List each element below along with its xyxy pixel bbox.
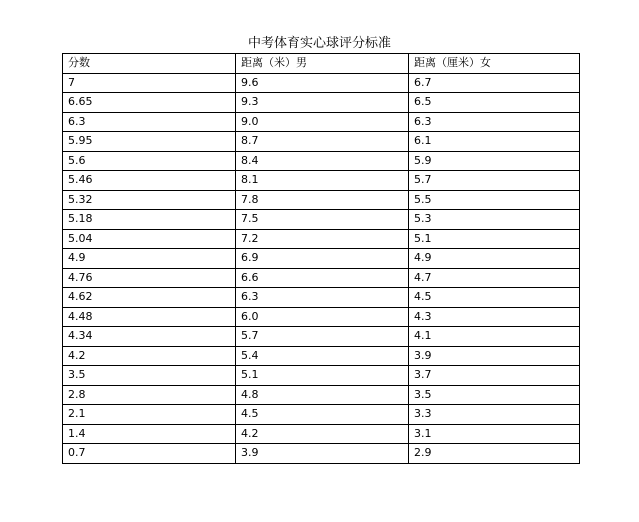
table-row: [63, 424, 580, 444]
male-distance-cell: 6.6: [236, 268, 409, 288]
female-distance-cell: 3.5: [409, 385, 580, 405]
male-distance-cell: 4.8: [236, 385, 409, 405]
male-distance-cell: 7.8: [236, 190, 409, 210]
score-cell: 1.4: [63, 424, 236, 444]
female-distance-cell: 6.5: [409, 93, 580, 113]
score-cell: 6.3: [63, 112, 236, 132]
female-distance-cell: 5.1: [409, 229, 580, 249]
female-distance-cell: 3.1: [409, 424, 580, 444]
score-table: [62, 53, 580, 464]
female-distance-cell: 4.7: [409, 268, 580, 288]
table-row: [63, 151, 580, 171]
score-cell: 5.18: [63, 210, 236, 230]
male-distance-cell: 6.0: [236, 307, 409, 327]
female-distance-cell: 5.3: [409, 210, 580, 230]
male-distance-cell: 9.0: [236, 112, 409, 132]
score-cell: 4.62: [63, 288, 236, 308]
male-distance-cell: 5.4: [236, 346, 409, 366]
score-cell: 6.65: [63, 93, 236, 113]
table-row: [63, 444, 580, 464]
male-distance-cell: 8.7: [236, 132, 409, 152]
male-distance-cell: 5.1: [236, 366, 409, 386]
header-row: [63, 54, 580, 74]
table-row: [63, 288, 580, 308]
score-cell: 5.32: [63, 190, 236, 210]
table-row: [63, 366, 580, 386]
female-distance-cell: 2.9: [409, 444, 580, 464]
female-distance-cell: 4.1: [409, 327, 580, 347]
female-distance-cell: 4.5: [409, 288, 580, 308]
score-cell: 5.04: [63, 229, 236, 249]
table-row: [63, 385, 580, 405]
header-female-distance: 距离（厘米）女: [409, 54, 580, 74]
score-cell: 4.2: [63, 346, 236, 366]
table-row: [63, 307, 580, 327]
male-distance-cell: 4.2: [236, 424, 409, 444]
score-cell: 2.8: [63, 385, 236, 405]
female-distance-cell: 5.9: [409, 151, 580, 171]
male-distance-cell: 7.2: [236, 229, 409, 249]
male-distance-cell: 5.7: [236, 327, 409, 347]
table-row: [63, 249, 580, 269]
score-cell: 2.1: [63, 405, 236, 425]
female-distance-cell: 3.7: [409, 366, 580, 386]
table-row: [63, 132, 580, 152]
score-cell: 5.95: [63, 132, 236, 152]
male-distance-cell: 3.9: [236, 444, 409, 464]
table-row: [63, 112, 580, 132]
female-distance-cell: 3.3: [409, 405, 580, 425]
male-distance-cell: 8.1: [236, 171, 409, 191]
table-row: [63, 229, 580, 249]
table-row: [63, 268, 580, 288]
header-male-distance: 距离（米）男: [236, 54, 409, 74]
female-distance-cell: 6.1: [409, 132, 580, 152]
score-cell: 4.9: [63, 249, 236, 269]
table-row: [63, 93, 580, 113]
score-cell: 5.46: [63, 171, 236, 191]
female-distance-cell: 3.9: [409, 346, 580, 366]
table-row: [63, 171, 580, 191]
score-cell: 4.34: [63, 327, 236, 347]
male-distance-cell: 7.5: [236, 210, 409, 230]
table-row: [63, 210, 580, 230]
score-cell: 4.48: [63, 307, 236, 327]
header-score: 分数: [63, 54, 236, 74]
male-distance-cell: 6.9: [236, 249, 409, 269]
score-cell: 7: [63, 73, 236, 93]
female-distance-cell: 6.3: [409, 112, 580, 132]
score-cell: 3.5: [63, 366, 236, 386]
score-cell: 4.76: [63, 268, 236, 288]
female-distance-cell: 5.5: [409, 190, 580, 210]
table-row: [63, 346, 580, 366]
male-distance-cell: 9.6: [236, 73, 409, 93]
male-distance-cell: 8.4: [236, 151, 409, 171]
male-distance-cell: 4.5: [236, 405, 409, 425]
table-row: [63, 73, 580, 93]
page-title: 中考体育实心球评分标准: [247, 36, 391, 51]
score-cell: 5.6: [63, 151, 236, 171]
male-distance-cell: 6.3: [236, 288, 409, 308]
female-distance-cell: 4.9: [409, 249, 580, 269]
table-header: [63, 54, 580, 74]
male-distance-cell: 9.3: [236, 93, 409, 113]
female-distance-cell: 5.7: [409, 171, 580, 191]
table-row: [63, 405, 580, 425]
score-cell: 0.7: [63, 444, 236, 464]
table-body: [63, 73, 580, 463]
table-row: [63, 190, 580, 210]
table-row: [63, 327, 580, 347]
female-distance-cell: 6.7: [409, 73, 580, 93]
female-distance-cell: 4.3: [409, 307, 580, 327]
